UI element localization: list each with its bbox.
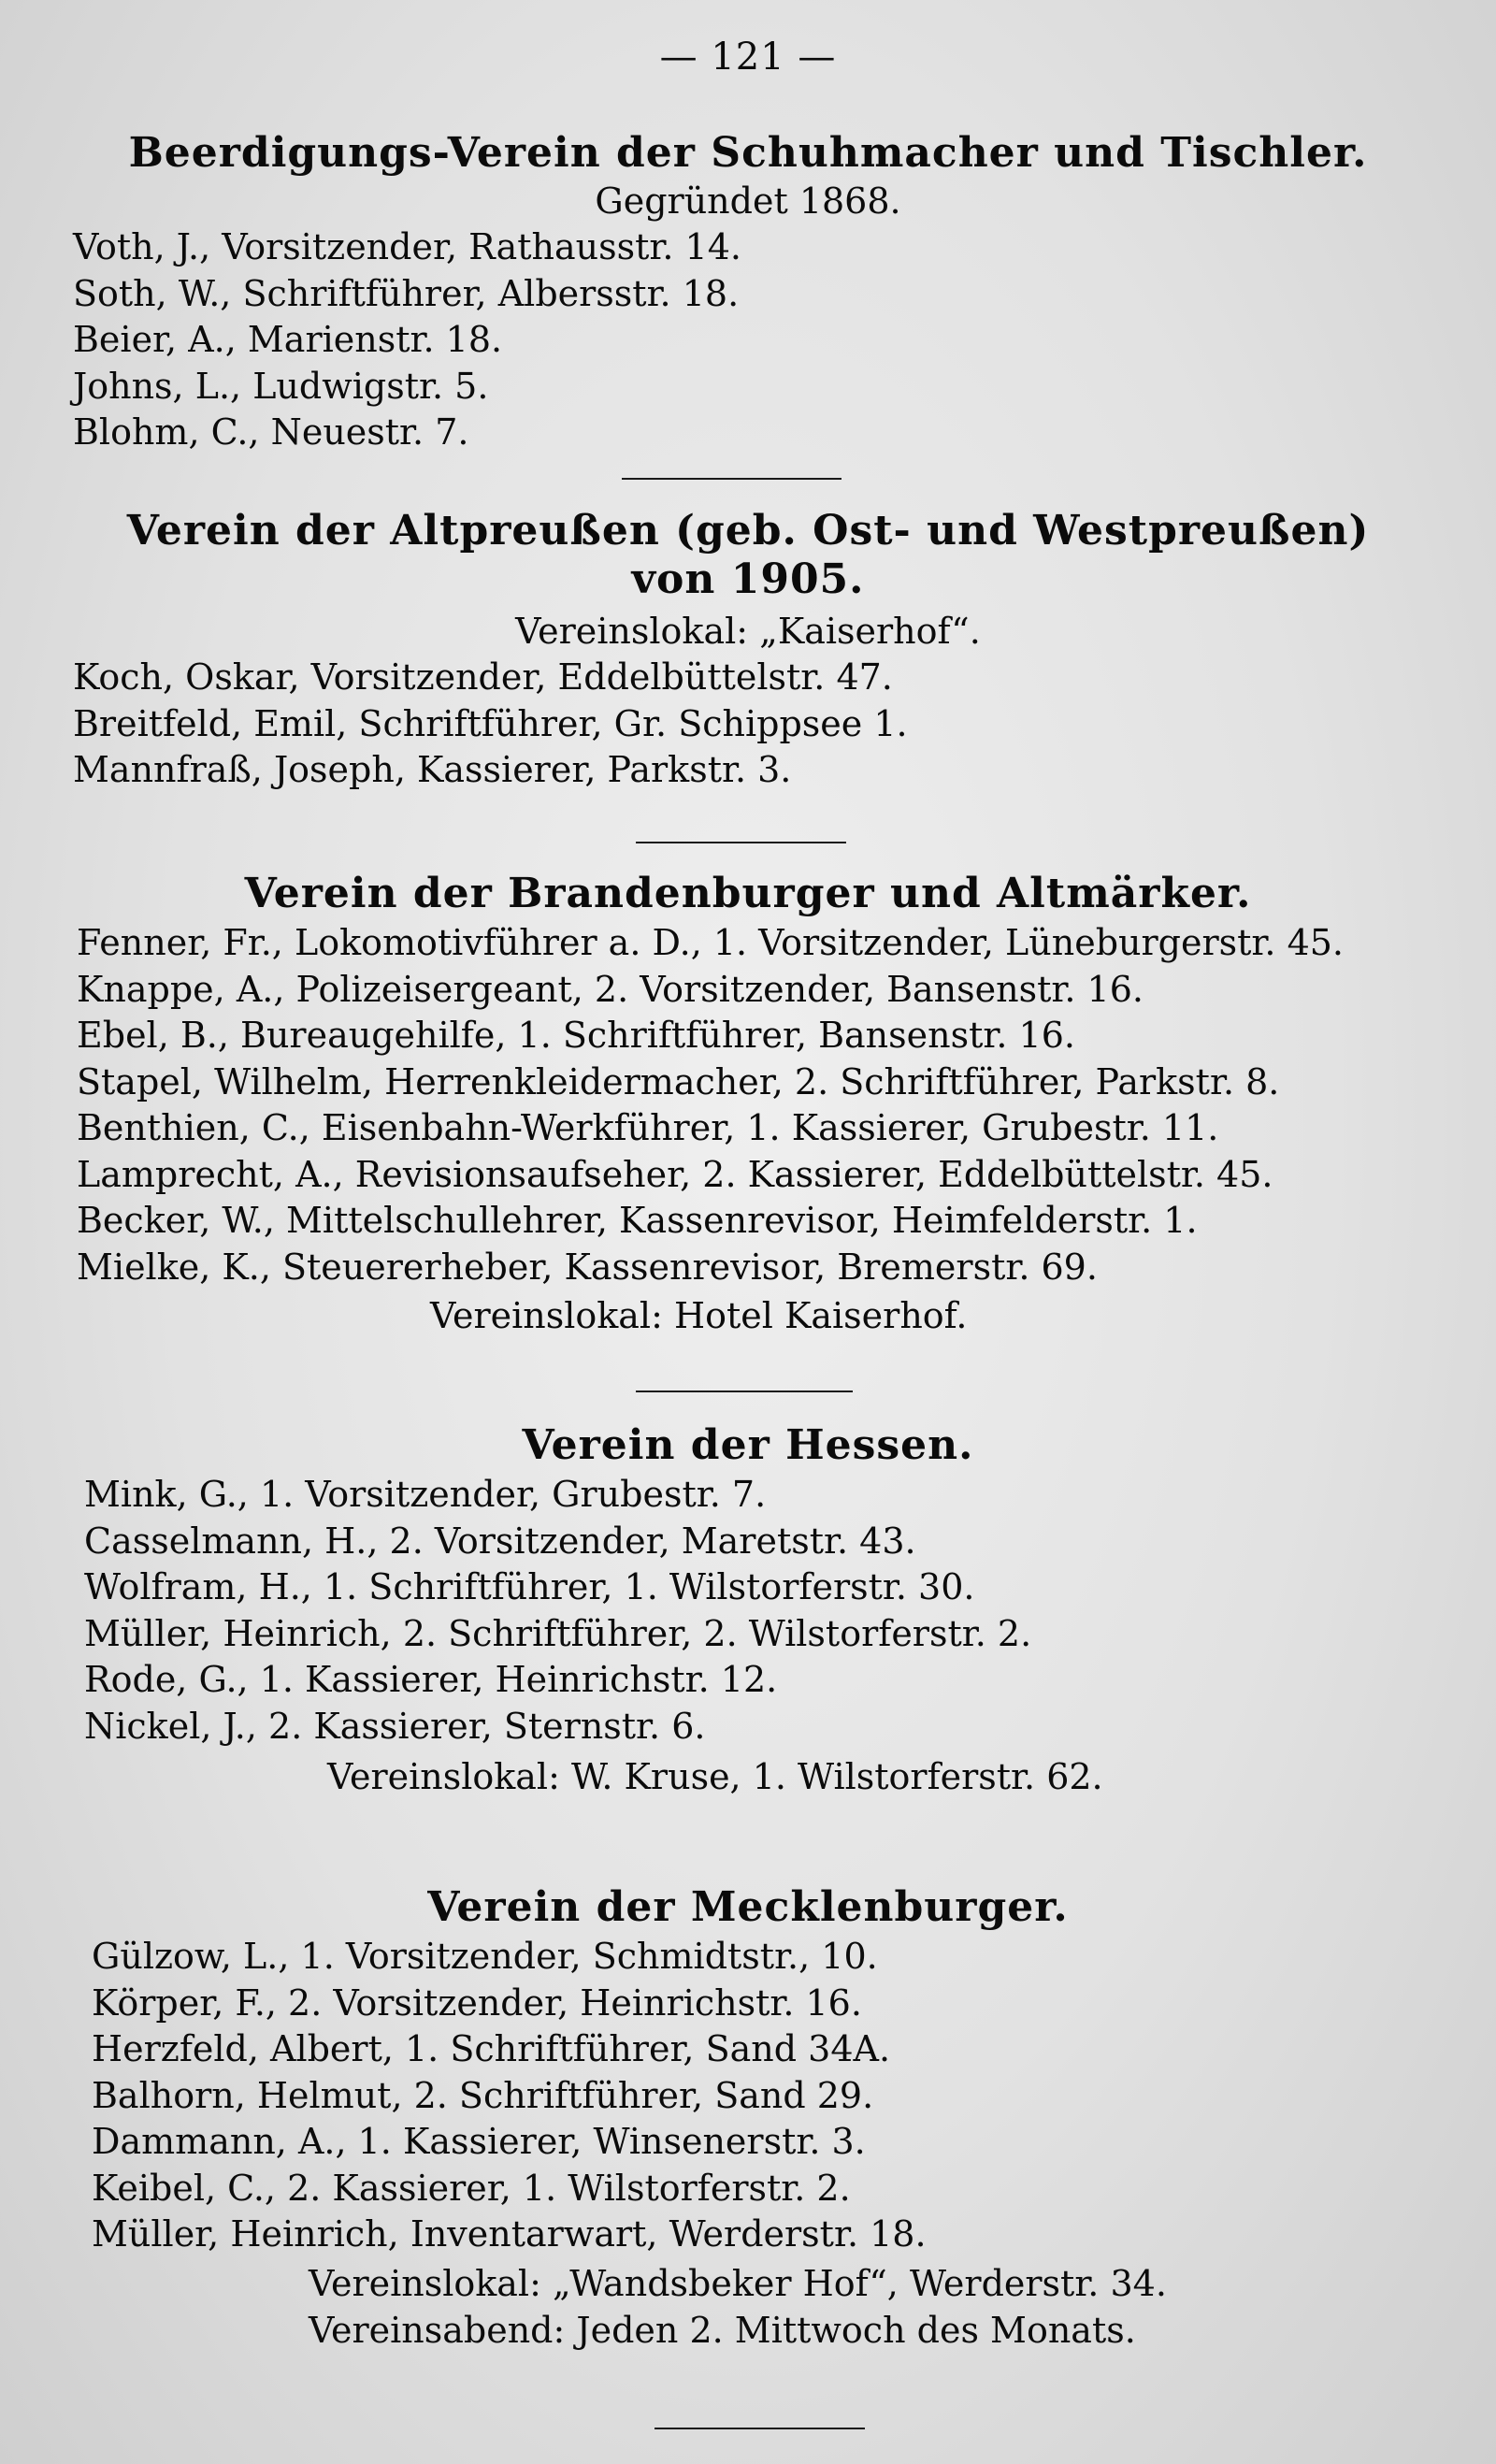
list-item: Knappe, A., Polizeisergeant, 2. Vorsitzender, Bansenstr. 16. (77, 968, 1144, 1010)
section-verein-brandenburger (0, 868, 1496, 1339)
section-title: Beerdigungs-Verein der Schuhmacher und Tischler. (128, 129, 1368, 177)
list-item: Rode, G., 1. Kassierer, Heinrichstr. 12. (84, 1659, 778, 1700)
list-item: Lamprecht, A., Revisionsaufseher, 2. Kassierer, Eddelbüttelstr. 45. (77, 1153, 1273, 1195)
list-item: Casselmann, H., 2. Vorsitzender, Maretstr. 43. (84, 1520, 916, 1562)
list-item: Nickel, J., 2. Kassierer, Sternstr. 6. (84, 1705, 706, 1747)
member-list (0, 920, 1496, 1290)
page-number: — 121 — (659, 36, 837, 79)
section-verein-altpreussen (0, 505, 1496, 794)
list-item: Fenner, Fr., Lokomotivführer a. D., 1. Vorsitzender, Lüneburgerstr. 45. (77, 922, 1345, 963)
list-item: Voth, J., Vorsitzender, Rathausstr. 14. (73, 226, 741, 267)
list-item: Mielke, K., Steuererheber, Kassenrevisor, Bremerstr. 69. (77, 1246, 1098, 1288)
list-item: Gülzow, L., 1. Vorsitzender, Schmidtstr., 10. (92, 1936, 878, 1977)
section-verein-hessen (0, 1419, 1496, 1800)
list-item: Dammann, A., 1. Kassierer, Winsenerstr. 3. (92, 2121, 866, 2162)
section-beerdigungs-verein (0, 127, 1496, 456)
list-item: Becker, W., Mittelschullehrer, Kassenrevisor, Heimfelderstr. 1. (77, 1200, 1198, 1241)
section-divider (622, 478, 842, 480)
section-title: Verein der Altpreußen (geb. Ost- und Westpreußen) (126, 507, 1370, 555)
list-item: Blohm, C., Neuestr. 7. (73, 411, 469, 453)
list-item: Körper, F., 2. Vorsitzender, Heinrichstr. 16. (92, 1981, 862, 2024)
list-item: Wolfram, H., 1. Schriftführer, 1. Wilstorferstr. 30. (84, 1566, 975, 1607)
section-footer: Vereinslokal: W. Kruse, 1. Wilstorferstr. 62. (327, 1756, 1103, 1797)
list-item: Johns, L., Ludwigstr. 5. (73, 365, 489, 407)
section-title: Verein der Brandenburger und Altmärker. (244, 870, 1252, 917)
list-item: Müller, Heinrich, 2. Schriftführer, 2. Wilstorferstr. 2. (84, 1612, 1032, 1654)
list-item: Herzfeld, Albert, 1. Schriftführer, Sand 34A. (92, 2028, 891, 2069)
section-subtitle: Vereinslokal: „Kaiserhof“. (515, 611, 981, 652)
list-item: Balhorn, Helmut, 2. Schriftführer, Sand 29. (92, 2074, 874, 2116)
member-list (0, 224, 1496, 456)
list-item: Stapel, Wilhelm, Herrenkleidermacher, 2. Schriftführer, Parkstr. 8. (77, 1060, 1280, 1102)
section-footer-evening: Vereinsabend: Jeden 2. Mittwoch des Monats. (309, 2309, 1136, 2351)
member-list (0, 655, 1496, 794)
section-divider (636, 842, 846, 843)
list-item: Koch, Oskar, Vorsitzender, Eddelbüttelstr. 47. (73, 656, 893, 698)
list-item: Breitfeld, Emil, Schriftführer, Gr. Schippsee 1. (73, 702, 908, 744)
list-item: Mannfraß, Joseph, Kassierer, Parkstr. 3. (73, 749, 792, 790)
section-divider (636, 1391, 853, 1392)
section-title-continued: von 1905. (631, 555, 865, 603)
section-subtitle: Gegründet 1868. (595, 180, 901, 222)
section-title: Verein der Hessen. (522, 1421, 974, 1469)
list-item: Beier, A., Marienstr. 18. (73, 319, 503, 360)
member-list (0, 1472, 1496, 1750)
section-footer: Vereinslokal: Hotel Kaiserhof. (430, 1295, 968, 1336)
section-verein-mecklenburger (0, 1881, 1496, 2354)
list-item: Keibel, C., 2. Kassierer, 1. Wilstorferstr. 2. (92, 2167, 851, 2209)
list-item: Müller, Heinrich, Inventarwart, Werderstr. 18. (92, 2213, 927, 2255)
list-item: Mink, G., 1. Vorsitzender, Grubestr. 7. (84, 1474, 767, 1515)
list-item: Soth, W., Schriftführer, Albersstr. 18. (73, 272, 740, 314)
member-list (0, 1934, 1496, 2258)
list-item: Ebel, B., Bureaugehilfe, 1. Schriftführer, Bansenstr. 16. (77, 1015, 1075, 1056)
section-divider (654, 2428, 865, 2429)
section-title: Verein der Mecklenburger. (427, 1883, 1069, 1931)
list-item: Benthien, C., Eisenbahn-Werkführer, 1. Kassierer, Grubestr. 11. (77, 1107, 1219, 1148)
section-footer: Vereinslokal: „Wandsbeker Hof“, Werderstr. 34. (309, 2262, 1167, 2304)
